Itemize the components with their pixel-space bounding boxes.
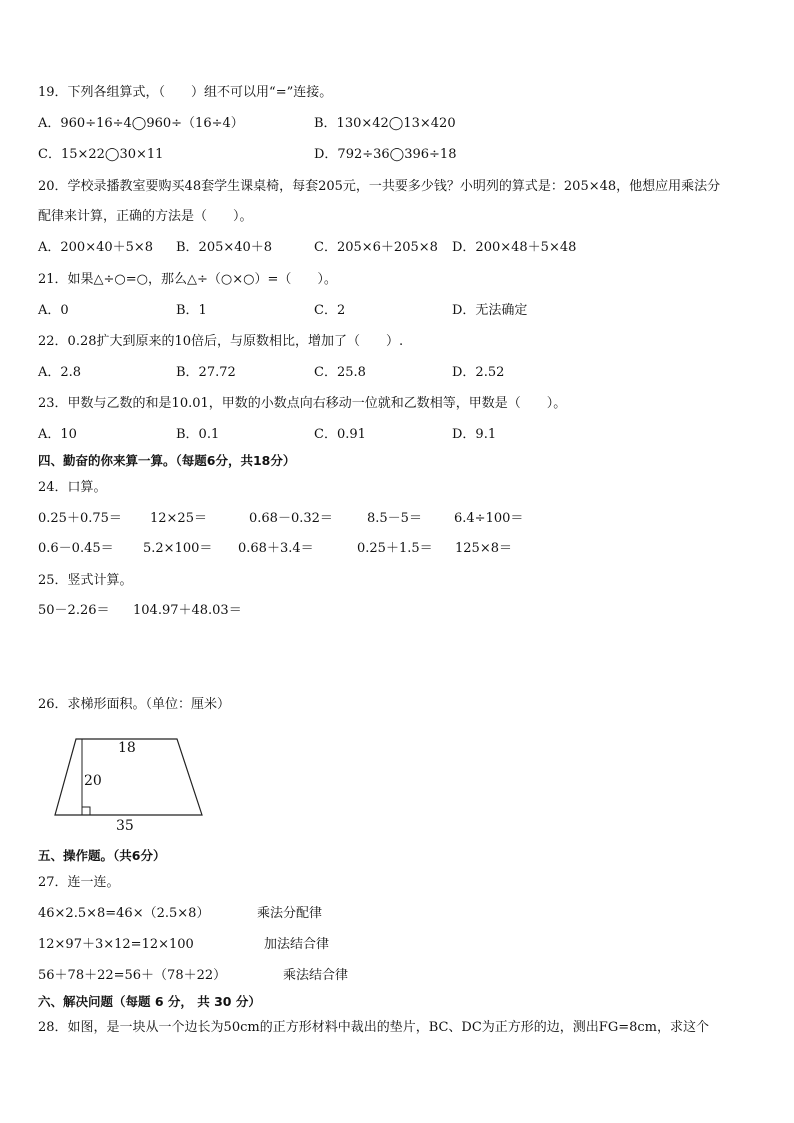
q20-option-d: D．200×48＋5×48	[452, 240, 577, 255]
q21-option-c: C．2	[314, 303, 346, 318]
q22-option-d: D．2.52	[452, 365, 505, 380]
q22-option-b: B．27.72	[176, 365, 236, 380]
q21-option-d: D．无法确定	[452, 303, 528, 318]
section-4-title: 四、勤奋的你来算一算。（每题6分，共18分）	[38, 453, 296, 468]
section-6-title: 六、解决问题（每题 6 分， 共 30 分）	[38, 994, 261, 1009]
trapezoid-figure	[50, 734, 230, 834]
q19-option-b: B．130×42◯13×420	[314, 116, 456, 131]
q23-option-a: A．10	[38, 427, 77, 442]
q19-stem: 19．下列各组算式，（ ）组不可以用“=”连接。	[38, 85, 333, 100]
q25-stem: 25．竖式计算。	[38, 573, 133, 588]
q24-r2-item5: 125×8＝	[455, 541, 512, 556]
q21-option-a: A．0	[38, 303, 69, 318]
q20-option-c: C．205×6＋205×8	[314, 240, 438, 255]
q23-option-b: B．0.1	[176, 427, 220, 442]
q27-right-item3: 乘法结合律	[283, 968, 349, 983]
q28-stem: 28．如图，是一块从一个边长为50cm的正方形材料中裁出的垫片，BC、DC为正方形的边，测出FG=8cm，求这个	[38, 1020, 709, 1035]
section-5-title: 五、操作题。（共6分）	[38, 848, 166, 863]
q26-stem: 26．求梯形面积。（单位：厘米）	[38, 697, 231, 712]
q19-option-d: D．792÷36◯396÷18	[314, 147, 457, 162]
q25-item1: 50－2.26＝	[38, 603, 110, 618]
trapezoid-height-label: 20	[84, 773, 102, 789]
q24-r2-item4: 0.25＋1.5＝	[357, 541, 433, 556]
q24-r1-item3: 0.68－0.32＝	[249, 511, 333, 526]
trapezoid-bottom-label: 35	[116, 818, 134, 834]
q23-option-d: D．9.1	[452, 427, 497, 442]
q24-r1-item1: 0.25＋0.75＝	[38, 511, 122, 526]
q19-option-a: A．960÷16÷4◯960÷（16÷4）	[38, 116, 244, 131]
right-angle-mark	[82, 807, 90, 815]
q24-r1-item2: 12×25＝	[150, 511, 207, 526]
q27-right-item2: 加法结合律	[264, 937, 330, 952]
q27-right-item1: 乘法分配律	[257, 906, 323, 921]
q24-r2-item1: 0.6－0.45＝	[38, 541, 114, 556]
q20-option-a: A．200×40＋5×8	[38, 240, 154, 255]
q21-option-b: B．1	[176, 303, 207, 318]
q23-option-c: C．0.91	[314, 427, 366, 442]
trapezoid-top-label: 18	[118, 740, 136, 756]
q24-r2-item3: 0.68＋3.4＝	[238, 541, 314, 556]
q22-option-c: C．25.8	[314, 365, 366, 380]
q27-left-item3: 56＋78＋22=56＋（78＋22）	[38, 968, 227, 983]
q24-stem: 24．口算。	[38, 480, 107, 495]
q22-option-a: A．2.8	[38, 365, 82, 380]
q24-r1-item4: 8.5－5＝	[367, 511, 422, 526]
q19-option-c: C．15×22◯30×11	[38, 147, 164, 162]
q20-option-b: B．205×40＋8	[176, 240, 273, 255]
q27-left-item2: 12×97＋3×12=12×100	[38, 937, 194, 952]
q24-r2-item2: 5.2×100＝	[143, 541, 213, 556]
q27-left-item1: 46×2.5×8=46×（2.5×8）	[38, 906, 210, 921]
q25-item2: 104.97＋48.03＝	[133, 603, 242, 618]
q24-r1-item5: 6.4÷100＝	[454, 511, 524, 526]
q22-stem: 22．0.28扩大到原来的10倍后，与原数相比，增加了（ ）.	[38, 334, 404, 349]
q27-stem: 27．连一连。	[38, 875, 120, 890]
q20-stem-line1: 20．学校录播教室要购买48套学生课桌椅，每套205元，一共要多少钱？小明列的算式是：205×48，他想应用乘法分	[38, 179, 721, 194]
q23-stem: 23．甲数与乙数的和是10.01，甲数的小数点向右移动一位就和乙数相等，甲数是（ ）。	[38, 396, 567, 411]
q20-stem-line2: 配律来计算，正确的方法是（ ）。	[38, 209, 253, 224]
q21-stem: 21．如果△÷○=○，那么△÷（○×○）=（ ）。	[38, 272, 337, 287]
